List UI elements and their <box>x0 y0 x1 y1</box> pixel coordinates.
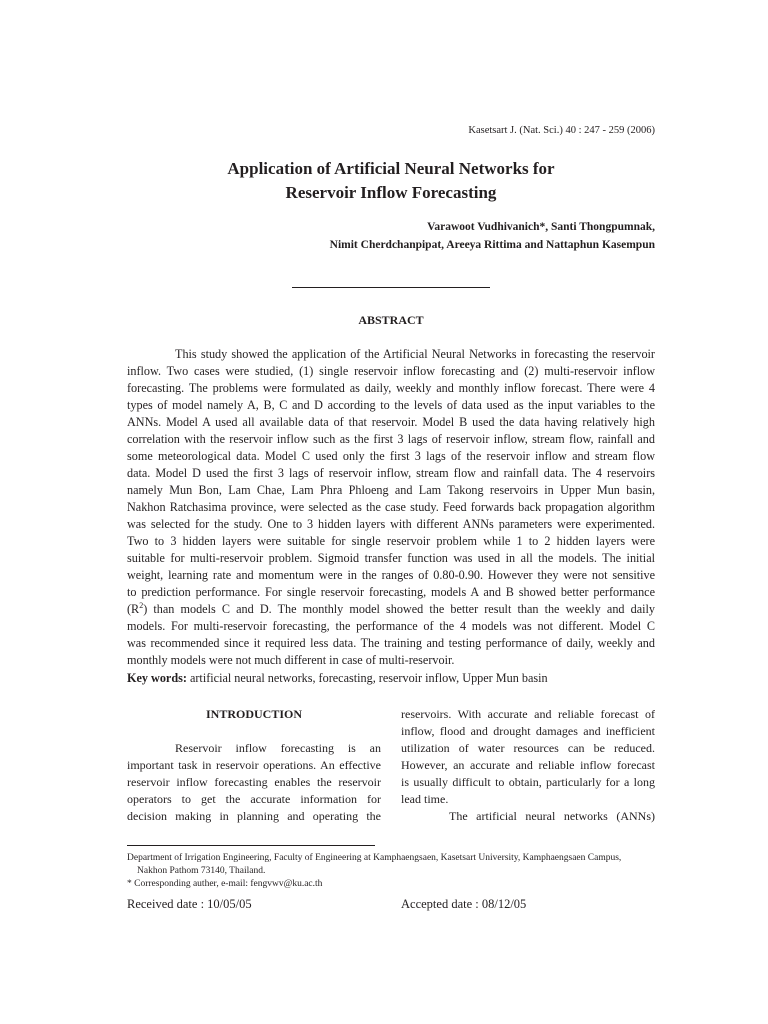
r2-prefix: (R <box>127 602 140 616</box>
abstract-body <box>127 346 655 669</box>
title-divider <box>292 287 490 288</box>
intro-line: important task in reservoir operations. An effective <box>127 758 381 772</box>
abstract-line-r2 <box>127 601 655 618</box>
abstract-line-text: than models C and D. The monthly model showed the better result than the weekly and daily <box>153 602 656 616</box>
abstract-heading: ABSTRACT <box>358 313 424 327</box>
intro-line: Reservoir inflow forecasting is an <box>175 741 381 755</box>
left-column <box>127 706 381 825</box>
intro-line: reservoir inflow forecasting enables the reservoir <box>127 775 381 789</box>
abstract-line: was selected for the study. One to 3 hidden layers with different ANNs parameters were experimented. <box>127 517 655 531</box>
corresponding-author: * Corresponding auther, e-mail: fengvwv@ku.ac.th <box>127 879 323 889</box>
intro-line: operators to get the accurate information for <box>127 792 381 806</box>
intro-line: utilization of water resources can be reduced. <box>401 741 655 755</box>
abstract-line: data. Model D used the first 3 lags of reservoir inflow, stream flow and rainfall data. The 4 reservoirs <box>127 466 655 480</box>
abstract-line: inflow. Two cases were studied, (1) single reservoir inflow forecasting and (2) multi-reservoir inflow <box>127 364 655 378</box>
r2-superscript: 2 <box>139 600 144 610</box>
abstract-line: ANNs. Model A used all available data of that reservoir. Model B used the data having relatively high <box>127 415 655 429</box>
abstract-line: monthly models were not much different in case of multi-reservoir. <box>127 653 455 667</box>
abstract-line: suitable for multi-reservoir problem. Sigmoid transfer function was used in all the models. The initial <box>127 551 655 565</box>
r2-suffix: ) <box>143 602 148 616</box>
intro-line: However, an accurate and reliable inflow forecast <box>401 758 655 772</box>
footnote-divider <box>127 845 375 846</box>
abstract-line: forecasting. The problems were formulated as daily, weekly and monthly inflow forecast. There were 4 <box>127 381 655 395</box>
accepted-date: Accepted date : 08/12/05 <box>401 897 527 911</box>
keywords-label: Key words: <box>127 671 187 685</box>
abstract-line: Two to 3 hidden layers were suitable for single reservoir problem while 1 to 2 hidden layers were <box>127 534 655 548</box>
right-column <box>401 706 655 825</box>
intro-line: lead time. <box>401 792 449 806</box>
affiliation-line-1: Department of Irrigation Engineering, Faculty of Engineering at Kamphaengsaen, Kasetsart University, Kamphaengsaen Campus, <box>127 853 622 863</box>
intro-line: The artificial neural networks (ANNs) <box>449 809 655 823</box>
abstract-line: types of model namely A, B, C and D according to the levels of data used as the input variables to the <box>127 398 655 412</box>
abstract-line: models. For multi-reservoir forecasting, the performance of the 4 models was not different. Model C <box>127 619 655 633</box>
journal-reference: Kasetsart J. (Nat. Sci.) 40 : 247 - 259 (2006) <box>468 125 655 136</box>
footnotes <box>127 852 621 891</box>
abstract-line: namely Mun Bon, Lam Chae, Lam Phra Phloeng and Lam Takong reservoirs in Upper Mun basin, <box>127 483 655 497</box>
title-line-2: Reservoir Inflow Forecasting <box>285 183 497 202</box>
abstract-line: some meteorological data. Model C used only the first 3 lags of the reservoir inflow and stream flow <box>127 449 655 463</box>
intro-line: reservoirs. With accurate and reliable forecast of <box>401 707 655 721</box>
abstract-line: Nakhon Ratchasima province, were selected as the case study. Feed forwards back propagation algorithm <box>127 500 655 514</box>
abstract-line: to prediction performance. For single reservoir forecasting, models A and B showed better performance <box>127 585 655 599</box>
intro-line: is usually difficult to obtain, particularly for a long <box>401 775 655 789</box>
authors-line-2: Nimit Cherdchanpipat, Areeya Rittima and Nattaphun Kasempun <box>329 239 655 251</box>
title-line-1: Application of Artificial Neural Networks for <box>227 159 555 178</box>
introduction-heading: INTRODUCTION <box>205 707 302 721</box>
affiliation-line-2: Nakhon Pathom 73140, Thailand. <box>137 866 266 876</box>
author-list <box>330 218 655 254</box>
abstract-line: correlation with the reservoir inflow such as the first 3 lags of reservoir inflow, stream flow, rainfall and <box>127 432 655 446</box>
keywords-text: artificial neural networks, forecasting, reservoir inflow, Upper Mun basin <box>186 671 548 685</box>
keywords <box>127 670 548 687</box>
intro-line: decision making in planning and operating the <box>127 809 381 823</box>
intro-line: inflow, flood and drought damages and inefficient <box>401 724 655 738</box>
abstract-line: weight, learning rate and momentum were in the ranges of 0.80-0.90. However they were not sensitive <box>127 568 655 582</box>
paper-title <box>0 157 768 205</box>
authors-line-1: Varawoot Vudhivanich*, Santi Thongpumnak, <box>427 221 655 233</box>
abstract-line: This study showed the application of the Artificial Neural Networks in forecasting the reservoir <box>175 347 655 361</box>
received-date: Received date : 10/05/05 <box>127 897 252 911</box>
abstract-line: was recommended since it required less data. The training and testing performance of daily, weekly and <box>127 636 655 650</box>
